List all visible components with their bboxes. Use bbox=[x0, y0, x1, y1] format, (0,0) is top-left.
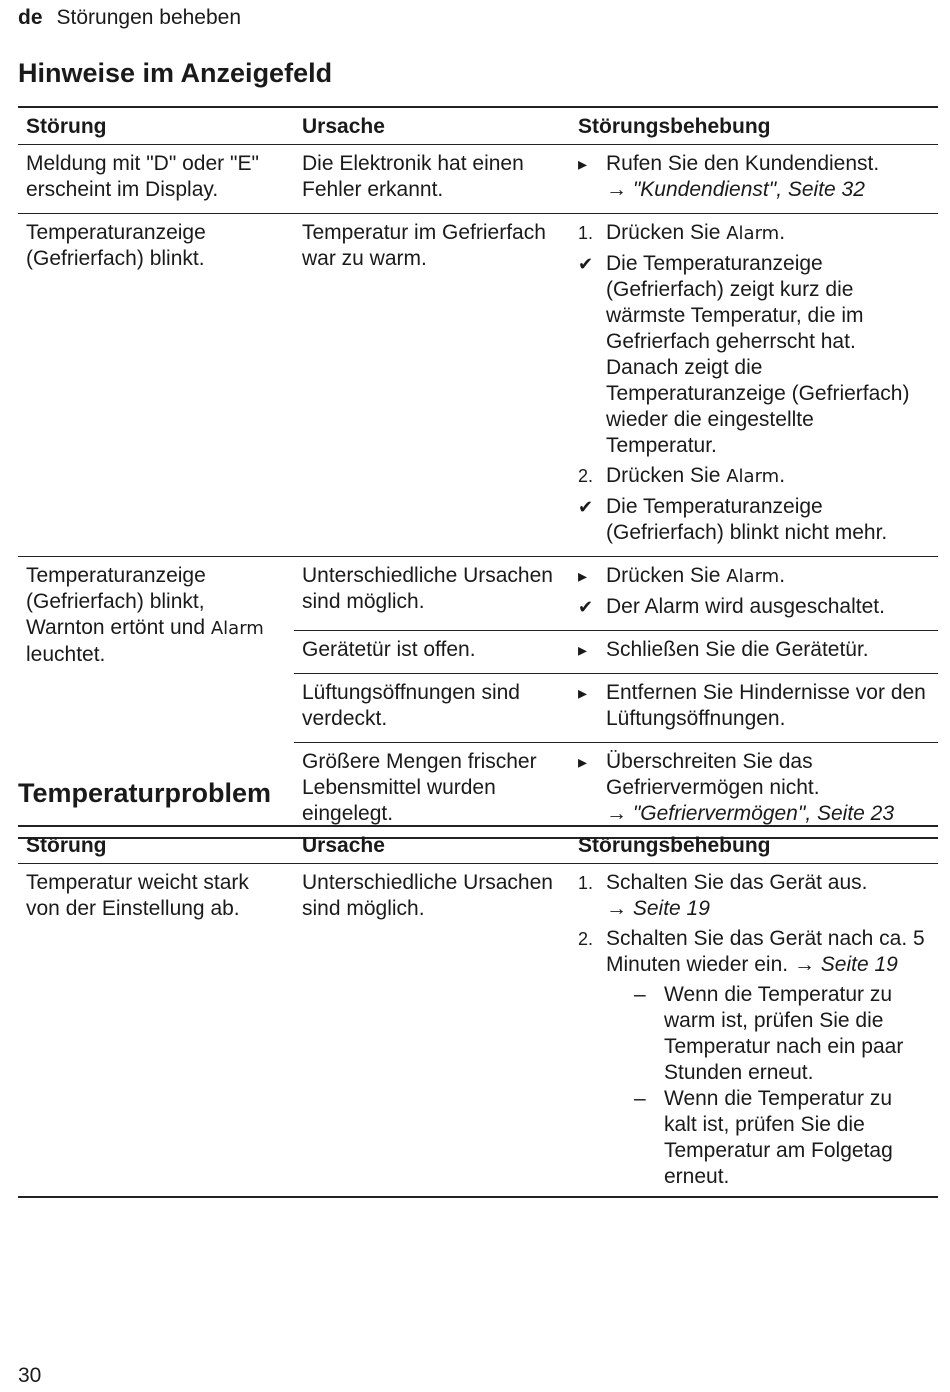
col-header-behebung: Störungsbehebung bbox=[578, 834, 771, 857]
check-icon: ✔ bbox=[578, 497, 594, 517]
triangle-bullet-icon: ▸ bbox=[578, 640, 588, 660]
step-text: Rufen Sie den Kundendienst. bbox=[606, 152, 880, 175]
alarm-button-label: Alarm bbox=[726, 223, 780, 244]
step-result bbox=[578, 494, 930, 546]
step: ▸ Drücken Sie Alarm. bbox=[578, 563, 930, 590]
header-title: Störungen beheben bbox=[56, 6, 242, 29]
arrow-right-icon: → bbox=[793, 953, 815, 976]
cross-reference-link[interactable]: Seite 19 bbox=[632, 897, 710, 920]
sub-row bbox=[294, 557, 938, 630]
triangle-bullet-icon: ▸ bbox=[578, 566, 588, 586]
stoerung-cell: Temperatur weicht stark von der Einstellung ab. bbox=[26, 871, 249, 920]
behebung-cell bbox=[570, 557, 938, 630]
step-text: Schalten Sie das Gerät nach ca. 5 Minuten wieder ein. bbox=[606, 927, 925, 976]
stoerung-cell: Temperaturanzeige (Gefrierfach) blinkt. bbox=[26, 221, 206, 270]
ursache-cell: Temperatur im Gefrierfach war zu warm. bbox=[302, 221, 546, 270]
step-text: Drücken Sie bbox=[606, 221, 721, 244]
col-header-ursache: Ursache bbox=[302, 115, 385, 138]
col-header-ursache: Ursache bbox=[302, 834, 385, 857]
col-header-stoerung: Störung bbox=[26, 115, 107, 138]
section-title-hinweise: Hinweise im Anzeigefeld bbox=[18, 58, 333, 88]
page-number: 30 bbox=[18, 1364, 42, 1387]
ursache-cell: Größere Mengen frischer Lebensmittel wurden eingelegt. bbox=[302, 750, 537, 825]
cross-reference-link[interactable]: "Gefriervermögen", Seite 23 bbox=[632, 802, 895, 825]
step-number: 1. bbox=[578, 873, 594, 893]
step bbox=[578, 680, 930, 732]
result-text: Der Alarm wird ausgeschaltet. bbox=[606, 595, 885, 618]
page-header bbox=[18, 6, 241, 30]
sub-row bbox=[294, 630, 938, 673]
step-result bbox=[578, 594, 930, 620]
step bbox=[578, 637, 930, 663]
section-title-temperaturproblem: Temperaturproblem bbox=[18, 778, 272, 808]
alarm-button-label: Alarm bbox=[726, 566, 780, 587]
step bbox=[578, 749, 930, 827]
check-icon: ✔ bbox=[578, 254, 594, 274]
step: 1. Drücken Sie Alarm. bbox=[578, 220, 930, 247]
stoerung-text: Temperaturanzeige (Gefrierfach) blinkt, Warnton ertönt und bbox=[26, 564, 206, 639]
stoerung-cell: Meldung mit "D" oder "E" erscheint im Display. bbox=[26, 152, 259, 201]
dash-icon: – bbox=[634, 1087, 646, 1110]
behebung-cell bbox=[570, 864, 938, 1196]
step-number: 1. bbox=[578, 223, 594, 243]
ursache-cell: Lüftungsöffnungen sind verdeckt. bbox=[302, 681, 520, 730]
table-row bbox=[18, 213, 938, 556]
table-row bbox=[18, 864, 938, 1198]
stoerung-text: leuchtet. bbox=[26, 643, 106, 666]
table-temperaturproblem bbox=[18, 825, 938, 1198]
step-number: 2. bbox=[578, 929, 594, 949]
table-hinweise bbox=[18, 106, 938, 839]
sub-item bbox=[578, 1086, 930, 1190]
step: 2. Drücken Sie Alarm. bbox=[578, 463, 930, 490]
behebung-cell bbox=[570, 214, 938, 556]
alarm-button-label: Alarm bbox=[726, 466, 780, 487]
step-result bbox=[578, 251, 930, 459]
check-icon: ✔ bbox=[578, 597, 594, 617]
arrow-right-icon: → bbox=[606, 897, 627, 920]
dash-icon: – bbox=[634, 983, 646, 1006]
col-header-behebung: Störungsbehebung bbox=[578, 115, 771, 138]
arrow-right-icon: → bbox=[606, 178, 627, 201]
table-header bbox=[18, 106, 938, 145]
step-text: Drücken Sie bbox=[606, 564, 721, 587]
language-code: de bbox=[18, 6, 43, 29]
behebung-cell bbox=[570, 145, 938, 213]
alarm-button-label: Alarm bbox=[210, 618, 264, 639]
ursache-cell: Unterschiedliche Ursachen sind möglich. bbox=[302, 564, 553, 613]
sub-row bbox=[294, 742, 938, 837]
sub-item bbox=[578, 982, 930, 1086]
step-text: Schalten Sie das Gerät aus. bbox=[606, 871, 868, 894]
behebung-cell bbox=[570, 674, 938, 742]
sub-item-text: Wenn die Temperatur zu warm ist, prüfen Sie die Temperatur nach ein paar Stunden erneut. bbox=[664, 983, 904, 1084]
step-number: 2. bbox=[578, 466, 594, 486]
triangle-bullet-icon: ▸ bbox=[578, 154, 588, 174]
step-text: Überschreiten Sie das Gefriervermögen nicht. bbox=[606, 750, 820, 799]
step-text: Schließen Sie die Gerätetür. bbox=[606, 638, 869, 661]
step-text: Drücken Sie bbox=[606, 464, 721, 487]
triangle-bullet-icon: ▸ bbox=[578, 752, 588, 772]
ursache-cell: Unterschiedliche Ursachen sind möglich. bbox=[302, 871, 553, 920]
step bbox=[578, 926, 930, 978]
cross-reference-link[interactable]: "Kundendienst", Seite 32 bbox=[632, 178, 865, 201]
result-text: Die Temperaturanzeige (Gefrierfach) blinkt nicht mehr. bbox=[606, 495, 888, 544]
table-row bbox=[18, 145, 938, 213]
cause-group bbox=[294, 557, 938, 837]
sub-row bbox=[294, 673, 938, 742]
step bbox=[578, 870, 930, 922]
ursache-cell: Die Elektronik hat einen Fehler erkannt. bbox=[302, 152, 524, 201]
result-text: Die Temperaturanzeige (Gefrierfach) zeigt kurz die wärmste Temperatur, die im Gefrierfach geherrscht hat. Danach zeigt die Temperaturanzeige (Gefrierfach) wieder die eingestellte Temperatur. bbox=[606, 252, 910, 457]
ursache-cell: Gerätetür ist offen. bbox=[302, 638, 476, 661]
step-text: Entfernen Sie Hindernisse vor den Lüftungsöffnungen. bbox=[606, 681, 926, 730]
sub-item-text: Wenn die Temperatur zu kalt ist, prüfen Sie die Temperatur am Folgetag erneut. bbox=[664, 1087, 893, 1188]
triangle-bullet-icon: ▸ bbox=[578, 683, 588, 703]
cross-reference-link[interactable]: Seite 19 bbox=[820, 953, 898, 976]
step bbox=[578, 151, 930, 203]
col-header-stoerung: Störung bbox=[26, 834, 107, 857]
arrow-right-icon: → bbox=[606, 802, 627, 825]
behebung-cell bbox=[570, 743, 938, 837]
table-header bbox=[18, 825, 938, 864]
behebung-cell bbox=[570, 631, 938, 673]
